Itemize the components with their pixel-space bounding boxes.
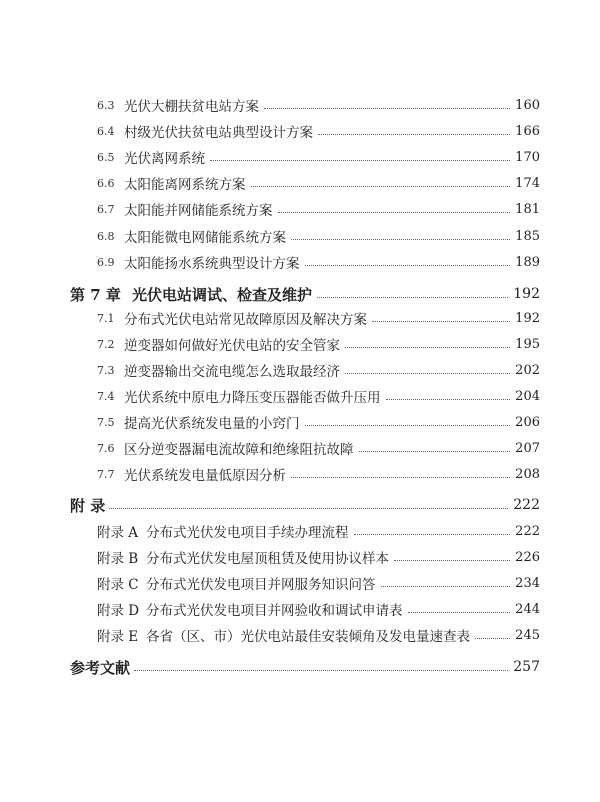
- toc-entry[interactable]: [0, 333, 600, 355]
- toc-leader-dots: [210, 159, 510, 161]
- toc-entry-page: 234: [515, 575, 540, 591]
- toc-entry[interactable]: [0, 198, 600, 220]
- toc-entry[interactable]: [0, 283, 600, 305]
- toc-entry-page: 206: [515, 414, 540, 430]
- toc-leader-dots: [305, 424, 511, 426]
- toc-entry-page: 166: [515, 123, 540, 139]
- toc-entry-number: 7.2: [97, 337, 115, 351]
- toc-entry-number: 附录 C: [97, 577, 139, 593]
- toc-entry-page: 195: [515, 336, 540, 352]
- toc-entry-number: 附录 A: [97, 525, 139, 541]
- toc-entry-page: 244: [515, 601, 540, 617]
- toc-entry-page: 257: [513, 659, 540, 675]
- toc-leader-dots: [264, 107, 510, 109]
- toc-entry-title: 光伏电站调试、检查及维护: [132, 285, 313, 304]
- toc-entry-title: 分布式光伏发电项目并网服务知识问答: [146, 573, 378, 593]
- toc-leader-dots: [475, 637, 510, 639]
- toc-leader-dots: [386, 398, 511, 400]
- toc-entry[interactable]: [0, 572, 600, 594]
- toc-entry-title: 太阳能微电网储能系统方案: [124, 226, 288, 246]
- toc-leader-dots: [345, 346, 510, 348]
- toc-entry[interactable]: [0, 463, 600, 485]
- toc-entry[interactable]: [0, 94, 600, 116]
- toc-entry-title: 分布式光伏电站常见故障原因及解决方案: [124, 308, 369, 328]
- toc-leader-dots: [345, 372, 510, 374]
- toc-entry-page: 204: [515, 388, 540, 404]
- toc-entry[interactable]: [0, 546, 600, 568]
- toc-entry-title: 光伏离网系统: [124, 147, 207, 167]
- toc-entry-number: 7.3: [97, 363, 115, 377]
- toc-entry[interactable]: [0, 307, 600, 329]
- toc-entry-number: 7.4: [97, 389, 115, 403]
- toc-entry-number: 第 7 章: [70, 285, 121, 304]
- toc-entry-title: 区分逆变器漏电流故障和绝缘阻抗故障: [124, 438, 356, 458]
- toc-entry-page: 160: [515, 97, 540, 113]
- toc-entry-title: 逆变器输出交流电缆怎么选取最经济: [124, 360, 342, 380]
- toc-leader-dots: [317, 296, 508, 298]
- toc-entry-page: 202: [515, 362, 540, 378]
- toc-entry[interactable]: [0, 251, 600, 273]
- toc-entry-page: 222: [515, 523, 540, 539]
- toc-entry-number: 附 录: [70, 496, 106, 515]
- toc-entry-number: 6.9: [97, 255, 115, 269]
- toc-entry-title: 太阳能并网储能系统方案: [124, 199, 275, 219]
- toc-entry-title: 逆变器如何做好光伏电站的安全管家: [124, 334, 342, 354]
- toc-leader-dots: [394, 559, 510, 561]
- toc-entry-page: 189: [515, 254, 540, 270]
- toc-entry-page: 226: [515, 549, 540, 565]
- toc-entry-page: 174: [515, 175, 540, 191]
- toc-entry-number: 7.6: [97, 441, 115, 455]
- toc-leader-dots: [381, 585, 511, 587]
- toc-entry-title: 太阳能离网系统方案: [124, 173, 248, 193]
- toc-leader-dots: [372, 320, 510, 322]
- toc-entry[interactable]: [0, 624, 600, 646]
- toc-leader-dots: [318, 133, 510, 135]
- toc-entry[interactable]: [0, 437, 600, 459]
- toc-entry-page: 192: [515, 310, 540, 326]
- toc-entry-number: 附录 E: [97, 629, 139, 645]
- toc-entry-title: 各省（区、市）光伏电站最佳安装倾角及发电量速查表: [146, 625, 472, 645]
- toc-entry-page: 207: [515, 440, 540, 456]
- toc-entry[interactable]: [0, 520, 600, 542]
- toc-entry-number: 7.5: [97, 415, 115, 429]
- toc-entry-title: 光伏系统发电量低原因分析: [124, 464, 288, 484]
- toc-entry[interactable]: [0, 120, 600, 142]
- toc-entry-page: 192: [513, 286, 540, 302]
- toc-entry-number: 6.6: [97, 176, 115, 190]
- toc-leader-dots: [359, 450, 511, 452]
- toc-entry-page: 181: [515, 201, 540, 217]
- toc-entry[interactable]: [0, 225, 600, 247]
- toc-entry-number: 7.7: [97, 467, 115, 481]
- toc-entry-title: 村级光伏扶贫电站典型设计方案: [124, 121, 315, 141]
- toc-entry-page: 208: [515, 466, 540, 482]
- toc-leader-dots: [278, 211, 511, 213]
- toc-leader-dots: [408, 611, 511, 613]
- toc-leader-dots: [109, 507, 508, 509]
- toc-entry-title: 提高光伏系统发电量的小窍门: [124, 412, 302, 432]
- toc-entry-title: 分布式光伏发电屋顶租赁及使用协议样本: [146, 547, 391, 567]
- toc-leader-dots: [354, 533, 511, 535]
- toc-entry[interactable]: [0, 656, 600, 678]
- toc-entry[interactable]: [0, 411, 600, 433]
- toc-entry-title: 分布式光伏发电项目并网验收和调试申请表: [146, 599, 405, 619]
- toc-entry-title: 光伏大棚扶贫电站方案: [124, 95, 261, 115]
- toc-entry[interactable]: [0, 359, 600, 381]
- toc-entry-number: 6.7: [97, 202, 115, 216]
- toc-entry-page: 170: [515, 149, 540, 165]
- toc-entry-number: 附录 D: [97, 603, 140, 619]
- toc-entry[interactable]: [0, 598, 600, 620]
- toc-entry-title: 分布式光伏发电项目手续办理流程: [146, 521, 351, 541]
- toc-entry[interactable]: [0, 494, 600, 516]
- toc-entry-number: 6.8: [97, 229, 115, 243]
- toc-entry-title: 太阳能扬水系统典型设计方案: [124, 252, 302, 272]
- toc-entry-number: 参考文献: [70, 658, 131, 677]
- toc-leader-dots: [251, 185, 511, 187]
- toc-leader-dots: [134, 669, 508, 671]
- toc-entry-page: 245: [515, 627, 540, 643]
- toc-leader-dots: [291, 476, 510, 478]
- toc-entry-title: 光伏系统中原电力降压变压器能否做升压用: [124, 386, 383, 406]
- toc-entry[interactable]: [0, 146, 600, 168]
- toc-leader-dots: [291, 238, 510, 240]
- toc-entry-number: 附录 B: [97, 551, 139, 567]
- toc-entry-number: 7.1: [97, 311, 115, 325]
- toc-entry-number: 6.4: [97, 124, 115, 138]
- toc-entry-number: 6.5: [97, 150, 115, 164]
- toc-entry[interactable]: [0, 172, 600, 194]
- toc-leader-dots: [305, 264, 511, 266]
- toc-entry[interactable]: [0, 385, 600, 407]
- toc-entry-page: 222: [513, 497, 540, 513]
- toc-entry-number: 6.3: [97, 98, 115, 112]
- toc-entry-page: 185: [515, 228, 540, 244]
